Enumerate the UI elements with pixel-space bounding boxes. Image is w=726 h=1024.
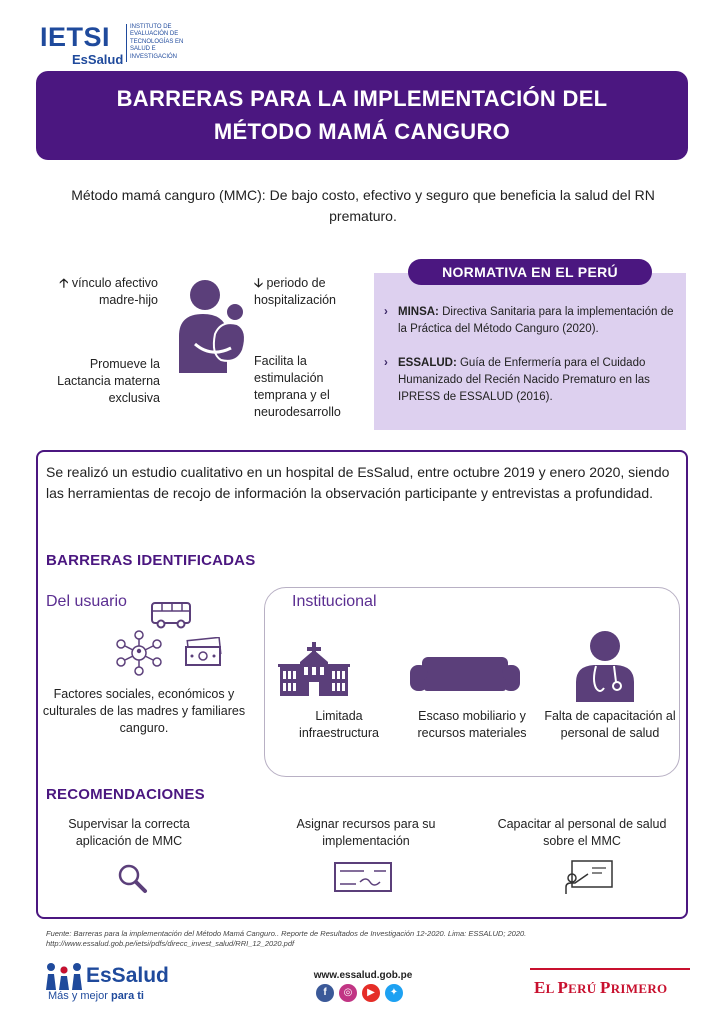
arrow-down-icon: 🡣: [254, 276, 263, 290]
ietsi-logo: [40, 22, 190, 66]
website-link[interactable]: www.essalud.gob.pe: [313, 970, 413, 981]
usuario-heading: Del usuario: [46, 593, 127, 610]
page-title: BARRERAS PARA LA IMPLEMENTACIÓN DEL MÉTODO MAMÁ CANGURO: [36, 71, 688, 160]
family-icon: [44, 962, 84, 990]
arrow-up-icon: 🡡: [59, 276, 69, 290]
bus-icon: [150, 601, 194, 629]
social-network-icon: [116, 630, 162, 676]
benefit-lactancia: Promueve la Lactancia materna exclusiva: [57, 357, 160, 405]
magnifier-icon: [116, 862, 148, 894]
recomendaciones-title: RECOMENDACIONES: [46, 786, 205, 803]
ietsi-logo-description: INSTITUTO DE EVALUACIÓN DE TECNOLOGÍAS EN SALUD E INVESTIGACIÓN: [130, 24, 184, 60]
facebook-icon[interactable]: f: [316, 984, 334, 1002]
recomendacion-supervisar: Supervisar la correcta aplicación de MMC: [68, 817, 190, 848]
benefit-estimulacion: Facilita la estimulación temprana y el neurodesarrollo: [254, 354, 341, 419]
peru-logo-line: [530, 968, 690, 970]
institucional-heading: Institucional: [292, 593, 377, 610]
hospital-icon: [278, 640, 350, 696]
benefit-hospitalizacion: 🡣 periodo de hospitalización: [254, 276, 336, 307]
ietsi-logo-divider: [126, 24, 127, 62]
recomendacion-capacitar: Capacitar al personal de salud sobre el MMC: [497, 817, 667, 848]
intro-text: Método mamá canguro (MMC): De bajo costo, efectivo y seguro que beneficia la salud del RN prematuro.: [71, 187, 655, 224]
study-description: Se realizó un estudio cualitativo en un hospital de EsSalud, entre octubre 2019 y enero 2020, siendo las herramientas de recojo de información la observación participante y entrevistas a profundidad.: [46, 464, 670, 501]
peru-primero-logo: [530, 968, 690, 1008]
essalud-logo-text: EsSalud: [86, 964, 169, 987]
youtube-icon[interactable]: ▶: [362, 984, 380, 1002]
barreras-title: BARRERAS IDENTIFICADAS: [46, 552, 256, 569]
twitter-icon[interactable]: ✦: [385, 984, 403, 1002]
essalud-tagline: Más y mejor para ti: [48, 990, 144, 1002]
ietsi-logo-text: IETSI: [40, 22, 111, 52]
institucional-caption-infraestructura: Limitada infraestructura: [299, 709, 379, 740]
doctor-icon: [574, 630, 636, 702]
benefit-vinculo: 🡡 vínculo afectivo madre-hijo: [59, 276, 158, 307]
chevron-right-icon: ›: [384, 306, 388, 318]
normativa-title: NORMATIVA EN EL PERÚ: [408, 259, 652, 285]
recomendacion-asignar: Asignar recursos para su implementación: [296, 817, 436, 848]
peru-logo-text: EL PERÚ PRIMERO: [534, 978, 668, 997]
institucional-caption-mobiliario: Escaso mobiliario y recursos materiales: [417, 709, 527, 740]
check-icon: [334, 862, 392, 892]
ietsi-logo-sub: EsSalud: [72, 52, 124, 67]
essalud-logo: [42, 962, 202, 1008]
normativa-item-essalud: › ESSALUD: Guía de Enfermería para el Cuidado Humanizado del Recién Nacido Prematuro en las IPRESS de ESSALUD (2016).: [384, 357, 650, 403]
chevron-right-icon: ›: [384, 357, 388, 369]
usuario-caption: Factores sociales, económicos y culturales de las madres y familiares canguro.: [42, 687, 246, 735]
normativa-item-minsa: › MINSA: Directiva Sanitaria para la implementación de la Práctica del Método Canguro (2020).: [384, 306, 674, 335]
instagram-icon[interactable]: ◎: [339, 984, 357, 1002]
teacher-board-icon: [562, 860, 614, 896]
institucional-caption-capacitacion: Falta de capacitación al personal de salud: [544, 709, 676, 740]
sofa-icon: [410, 655, 520, 695]
social-links: [316, 984, 412, 1002]
money-icon: [184, 637, 224, 667]
mother-baby-icon: [165, 278, 251, 373]
source-url[interactable]: http://www.essalud.gob.pe/ietsi/pdfs/direcc_invest_salud/RRI_12_2020.pdf: [46, 939, 295, 948]
normativa-panel: [374, 273, 686, 430]
source-citation: Fuente: Barreras para la implementación del Método Mamá Canguro.. Reporte de Resultados de Investigación 12-2020. Lima: ESSALUD; 2020. http://www.essalud.gob.pe/ietsi/pdfs/direcc_invest_salud/RRI_12_2020.pdf: [46, 929, 686, 949]
